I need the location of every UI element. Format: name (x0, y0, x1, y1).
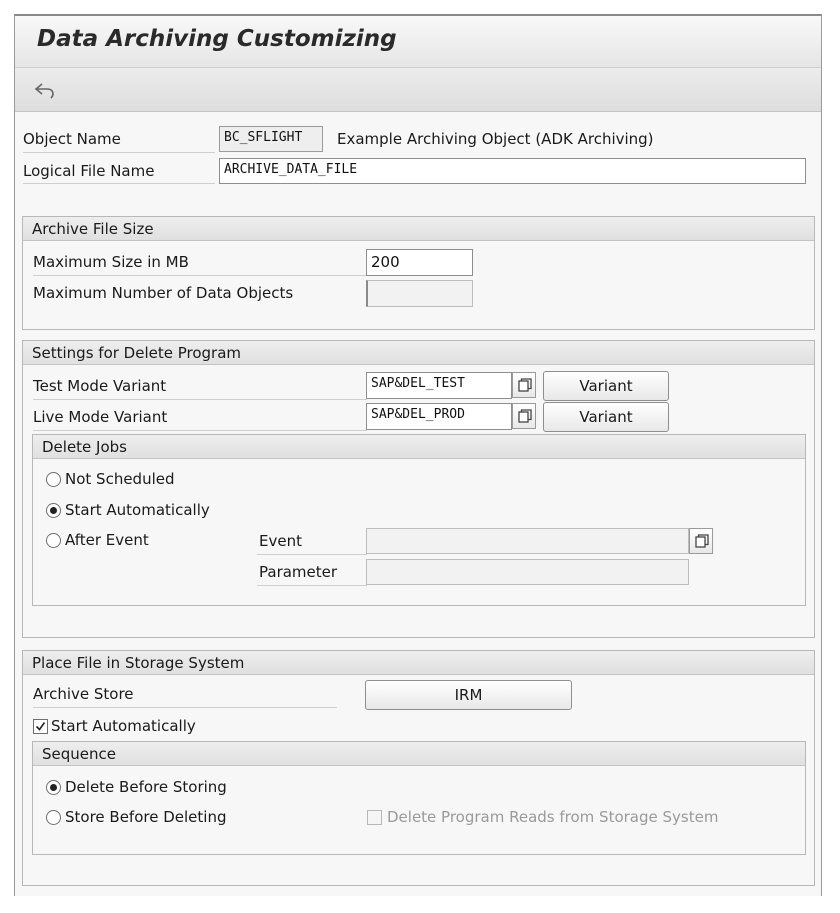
divider (23, 152, 215, 153)
archive-file-size-group (22, 216, 815, 330)
sap-window (14, 14, 822, 896)
test-mode-value-help[interactable] (512, 372, 536, 398)
test-mode-label: Test Mode Variant (33, 377, 167, 395)
delete-jobs-group (32, 434, 806, 606)
title-bar (15, 16, 821, 68)
radio-store-before-deleting[interactable] (46, 810, 61, 825)
logical-file-name-input[interactable]: ARCHIVE_DATA_FILE (219, 158, 806, 184)
divider (257, 585, 367, 586)
store-before-deleting-label: Store Before Deleting (65, 808, 227, 826)
parameter-input[interactable] (366, 559, 689, 585)
live-mode-value-help[interactable] (512, 403, 536, 429)
event-label: Event (259, 532, 302, 550)
object-name-description: Example Archiving Object (ADK Archiving) (337, 130, 654, 148)
sequence-header: Sequence (33, 742, 805, 766)
object-name-label: Object Name (23, 130, 121, 148)
radio-delete-before-storing[interactable] (46, 780, 61, 795)
object-name-field: BC_SFLIGHT (219, 126, 323, 152)
live-mode-variant-button[interactable]: Variant (543, 402, 669, 432)
value-help-icon (695, 534, 709, 548)
application-toolbar (15, 68, 821, 112)
divider (257, 554, 367, 555)
event-input[interactable] (366, 528, 689, 554)
radio-not-scheduled[interactable] (46, 472, 61, 487)
radio-after-event[interactable] (46, 533, 61, 548)
value-help-icon (518, 409, 532, 423)
logical-file-name-label: Logical File Name (23, 162, 155, 180)
test-mode-variant-input[interactable]: SAP&DEL_TEST (366, 372, 512, 399)
archive-store-label: Archive Store (33, 685, 134, 703)
not-scheduled-label: Not Scheduled (65, 470, 175, 488)
delete-before-storing-label: Delete Before Storing (65, 778, 227, 796)
sequence-group (32, 741, 806, 855)
event-value-help[interactable] (689, 528, 713, 554)
storage-system-group (22, 650, 815, 886)
radio-start-automatically[interactable] (46, 503, 61, 518)
max-objects-input[interactable] (366, 280, 473, 307)
max-size-input[interactable]: 200 (366, 249, 473, 276)
main-content (15, 112, 821, 896)
delete-reads-checkbox[interactable] (367, 810, 382, 825)
max-size-label: Maximum Size in MB (33, 253, 189, 271)
back-arrow-icon[interactable] (33, 80, 57, 100)
delete-program-header: Settings for Delete Program (23, 341, 814, 365)
divider (33, 275, 367, 276)
value-help-icon (518, 378, 532, 392)
start-automatically-checkbox[interactable] (33, 719, 48, 734)
live-mode-label: Live Mode Variant (33, 408, 168, 426)
page-title: Data Archiving Customizing (37, 26, 397, 52)
archive-store-button[interactable]: IRM (365, 680, 572, 710)
delete-program-group (22, 340, 815, 638)
delete-jobs-header: Delete Jobs (33, 435, 805, 459)
after-event-label: After Event (65, 531, 149, 549)
start-automatically-label: Start Automatically (65, 501, 210, 519)
divider (23, 183, 215, 184)
delete-reads-label: Delete Program Reads from Storage System (387, 808, 719, 826)
start-automatically-checkbox-label: Start Automatically (51, 717, 196, 735)
test-mode-variant-button[interactable]: Variant (543, 371, 669, 401)
live-mode-variant-input[interactable]: SAP&DEL_PROD (366, 403, 512, 430)
divider (33, 399, 367, 400)
divider (33, 707, 337, 708)
checkmark-icon (35, 721, 46, 732)
parameter-label: Parameter (259, 563, 338, 581)
archive-file-size-header: Archive File Size (23, 217, 814, 241)
max-objects-label: Maximum Number of Data Objects (33, 284, 294, 302)
storage-system-header: Place File in Storage System (23, 651, 814, 675)
divider (33, 430, 367, 431)
